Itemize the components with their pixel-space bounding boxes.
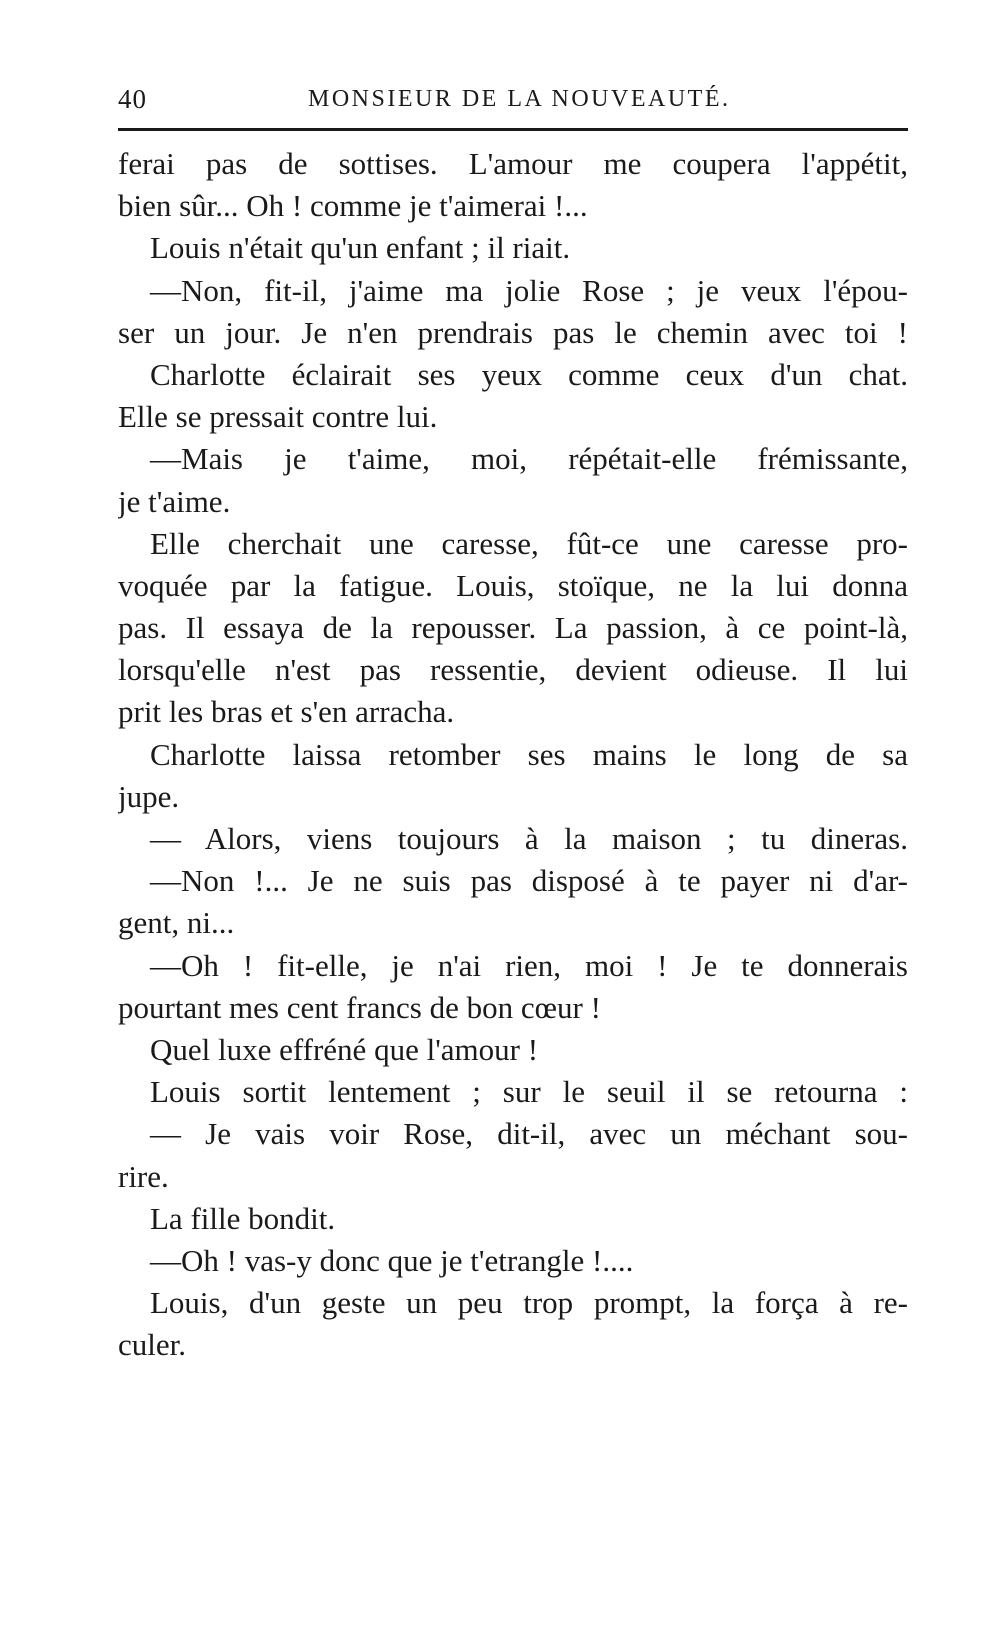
text-line: —Non !... Je ne suis pas disposé à te payer ni d'ar-	[150, 863, 908, 899]
text-line: —Non, fit-il, j'aime ma jolie Rose ; je veux l'épou-	[150, 272, 908, 308]
text-line: ser un jour. Je n'en prendrais pas le chemin avec toi !	[118, 314, 908, 350]
text-line: —Oh ! fit-elle, je n'ai rien, moi ! Je te donnerais	[150, 947, 908, 983]
header-rule	[118, 128, 908, 131]
text-line: lorsqu'elle n'est pas ressentie, devient odieuse. Il lui	[118, 652, 908, 688]
page-number: 40	[118, 84, 147, 114]
text-line: je t'aime.	[118, 483, 231, 519]
body-text	[118, 143, 908, 1366]
text-line: pas. Il essaya de la repousser. La passion, à ce point-là,	[118, 610, 908, 646]
text-line: culer.	[118, 1327, 186, 1363]
text-line: voquée par la fatigue. Louis, stoïque, ne la lui donna	[118, 567, 908, 603]
text-line: Elle cherchait une caresse, fût-ce une caresse pro-	[150, 525, 908, 561]
text-line: Charlotte laissa retomber ses mains le long de sa	[150, 736, 908, 772]
text-line: Elle se pressait contre lui.	[118, 399, 438, 435]
text-line: jupe.	[118, 778, 180, 814]
text-line: bien sûr... Oh ! comme je t'aimerai !...	[118, 188, 588, 224]
text-line: Louis, d'un geste un peu trop prompt, la força à re-	[150, 1285, 908, 1321]
text-line: —Oh ! vas-y donc que je t'etrangle !....	[150, 1242, 634, 1278]
page-header	[118, 84, 908, 118]
text-line: prit les bras et s'en arracha.	[118, 694, 455, 730]
text-line: —Mais je t'aime, moi, répétait-elle frémissante,	[150, 441, 908, 477]
text-line: — Je vais voir Rose, dit-il, avec un méchant sou-	[150, 1116, 908, 1152]
text-line: Charlotte éclairait ses yeux comme ceux d'un chat.	[150, 356, 908, 392]
text-line: gent, ni...	[118, 905, 235, 941]
text-line: Louis n'était qu'un enfant ; il riait.	[150, 230, 571, 266]
text-line: Quel luxe effréné que l'amour !	[150, 1031, 539, 1067]
running-title: MONSIEUR DE LA NOUVEAUTÉ.	[308, 86, 731, 112]
text-line: La fille bondit.	[150, 1200, 336, 1236]
text-line: Louis sortit lentement ; sur le seuil il se retourna :	[150, 1074, 908, 1110]
text-line: rire.	[118, 1158, 169, 1194]
text-line: pourtant mes cent francs de bon cœur !	[118, 989, 601, 1025]
text-line: — Alors, viens toujours à la maison ; tu dineras.	[150, 821, 908, 856]
text-line: ferai pas de sottises. L'amour me coupera l'appétit,	[118, 146, 908, 181]
